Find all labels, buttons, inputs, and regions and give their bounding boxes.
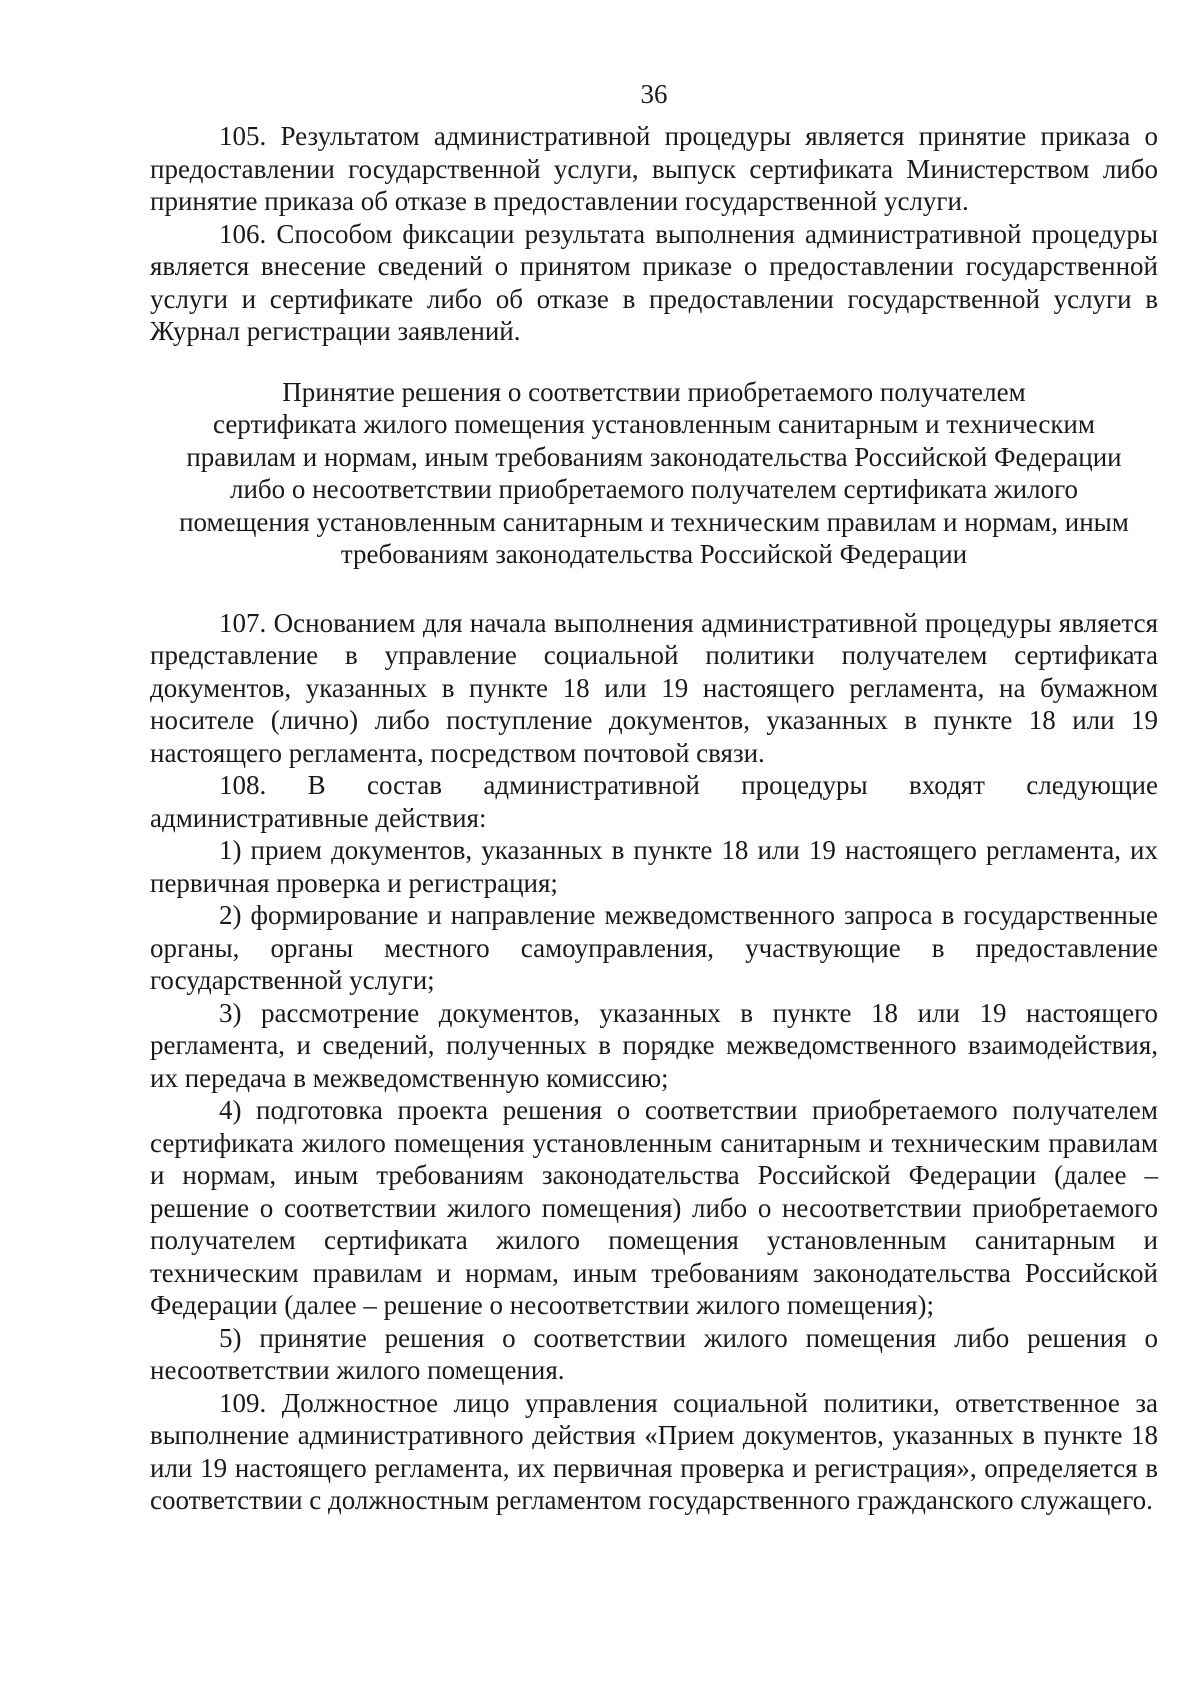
paragraph-105: 105. Результатом административной процедуры является принятие приказа о предоставлении государственной услуги, выпуск сертификата Министерством либо принятие приказа об отказе в предоставлении государственной услуги. (150, 121, 1158, 216)
list-item-2: 2) формирование и направление межведомственного запроса в государственные органы, органы местного самоуправления, участвующие в предоставление государственной услуги; (150, 900, 1158, 995)
list-item-1: 1) прием документов, указанных в пункте 18 или 19 настоящего регламента, их первичная проверка и регистрация; (150, 835, 1158, 898)
paragraph-106: 106. Способом фиксации результата выполнения административной процедуры является внесение сведений о принятом приказе о предоставлении государственной услуги и сертификате либо об отказе в предоставлении государственной услуги в Журнал регистрации заявлений. (150, 218, 1158, 346)
list-item-3: 3) рассмотрение документов, указанных в пункте 18 или 19 настоящего регламента, и сведений, полученных в порядке межведомственного взаимодействия, их передача в межведомственную комиссию; (150, 997, 1158, 1093)
section-heading-line: Принятие решения о соответствии приобретаемого получателем (282, 376, 1026, 407)
page-number: 36 (640, 79, 668, 109)
document-page (150, 78, 1158, 1517)
section-heading-line: сертификата жилого помещения установленным санитарным и техническим (213, 409, 1095, 439)
list-item-5: 5) принятие решения о соответствии жилого помещения либо решения о несоответствии жилого помещения. (150, 1322, 1158, 1385)
section-heading (150, 376, 1158, 571)
section-heading-line: помещения установленным санитарным и техническим правилам и нормам, иным (179, 506, 1129, 537)
paragraph-109: 109. Должностное лицо управления социальной политики, ответственное за выполнение административного действия «Прием документов, указанных в пункте 18 или 19 настоящего регламента, их первичная проверка и регистрация», определяется в соответствии с должностным регламентом государственного гражданского служащего. (150, 1387, 1158, 1515)
paragraph-107: 107. Основанием для начала выполнения административной процедуры является представление в управление социальной политики получателем сертификата документов, указанных в пункте 18 или 19 настоящего регламента, на бумажном носителе (лично) либо поступление документов, указанных в пункте 18 или 19 настоящего регламента, посредством почтовой связи. (150, 607, 1158, 768)
section-heading-line: либо о несоответствии приобретаемого получателем сертификата жилого (229, 474, 1078, 504)
paragraph-108: 108. В состав административной процедуры входят следующие административные действия: (150, 770, 1158, 833)
section-heading-line: правилам и нормам, иным требованиям законодательства Российской Федерации (186, 441, 1122, 472)
list-item-4: 4) подготовка проекта решения о соответствии приобретаемого получателем сертификата жилого помещения установленным санитарным и техническим правилам и нормам, иным требованиям законодательства Российской Федерации (далее – решение о соответствии жилого помещения) либо о несоответствии приобретаемого получателем сертификата жилого помещения установленным санитарным и техническим правилам и нормам, иным требованиям законодательства Российской Федерации (далее – решение о несоответствии жилого помещения); (150, 1095, 1158, 1320)
section-heading-line: требованиям законодательства Российской Федерации (340, 539, 968, 569)
